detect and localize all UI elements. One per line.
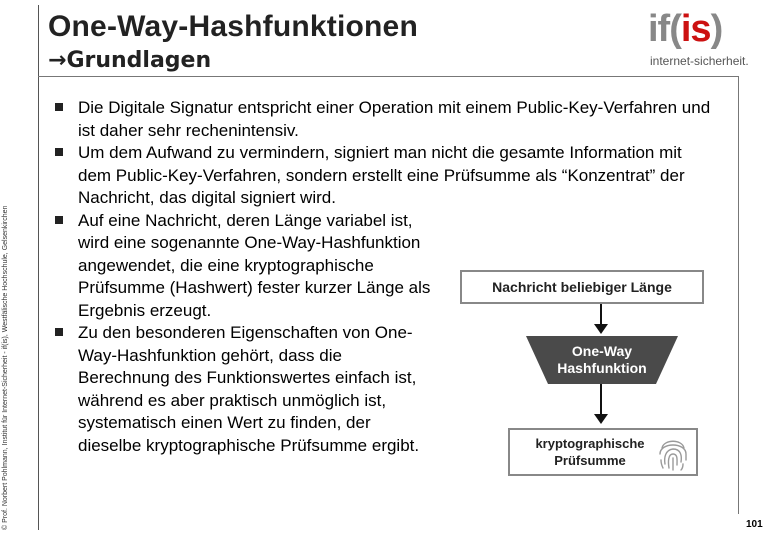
page-number: 101 <box>746 519 763 530</box>
checksum-label: kryptographische Prüfsumme <box>535 436 645 468</box>
hash-function-label: One-Way Hashfunktion <box>557 343 647 376</box>
ifis-logo <box>648 8 752 70</box>
slide-title: One-Way-Hashfunktionen <box>48 10 418 43</box>
hash-diagram <box>458 262 708 502</box>
arrow-down-icon <box>594 414 608 424</box>
arrow-right-icon: → <box>48 48 67 73</box>
input-message-box: Nachricht beliebiger Länge <box>460 270 704 304</box>
arrow-line <box>600 304 602 326</box>
square-bullet-icon <box>55 103 63 111</box>
arrow-down-icon <box>594 324 608 334</box>
header-divider-line <box>38 76 738 77</box>
list-item <box>55 97 718 142</box>
bullet-text: Die Digitale Signatur entspricht einer Operation mit einem Public-Key-Verfahren und ist daher sehr rechenintensiv. <box>78 98 711 140</box>
square-bullet-icon <box>55 148 63 156</box>
right-divider-line <box>738 76 739 514</box>
checksum-box <box>508 428 698 476</box>
logo-tagline: internet-sicherheit. <box>650 54 749 68</box>
logo-wordmark: if(is) <box>648 8 723 50</box>
arrow-line <box>600 384 602 416</box>
bullet-text: Um dem Aufwand zu vermindern, signiert man nicht die gesamte Information mit dem Public-Key-Verfahren, sondern erstellt eine Prüfsumme als “Konzentrat” der Nachricht, das digital signiert wird. <box>78 143 685 207</box>
list-item <box>55 210 438 323</box>
fingerprint-icon <box>656 434 690 472</box>
square-bullet-icon <box>55 328 63 336</box>
list-item <box>55 142 718 210</box>
slide-subtitle <box>48 48 211 73</box>
bullet-text: Auf eine Nachricht, deren Länge variabel ist, wird eine sogenannte One-Way-Hashfunktion angewendet, die eine kryptographische Prüfsumme (Hashwert) fester kurzer Länge als Ergebnis erzeugt. <box>78 210 431 320</box>
subtitle-text: Grundlagen <box>66 48 212 73</box>
list-item <box>55 322 438 457</box>
left-divider-line <box>38 5 39 530</box>
copyright-side-text: © Prof. Norbert Pohlmann, Institut für Internet-Sicherheit - if(is), Westfälische Hochschule, Gelsenkirchen <box>2 205 9 530</box>
square-bullet-icon <box>55 216 63 224</box>
bullet-text: Zu den besonderen Eigenschaften von One-Way-Hashfunktion gehört, dass die Berechnung des Funktionswertes einfach ist, während es aber praktisch unmöglich ist, systematisch einen Wert zu finden, der dieselbe kryptographische Prüfsumme ergibt. <box>78 323 420 455</box>
